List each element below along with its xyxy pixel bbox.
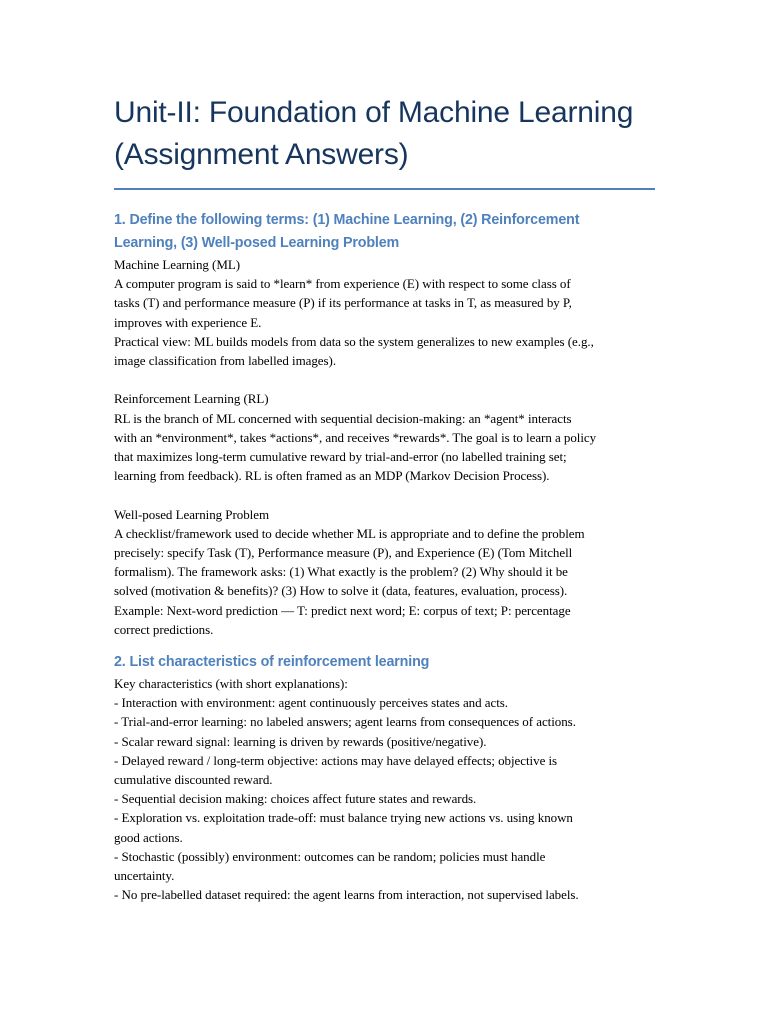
rl-characteristics-line: - Sequential decision making: choices affect future states and rewards. [114,791,477,807]
section-1-heading-line-2: Learning, (3) Well-posed Learning Problem [114,235,400,251]
rl-characteristics-line: - Exploration vs. exploitation trade-off: must balance trying new actions vs. using known [114,810,573,826]
wplp-line: precisely: specify Task (T), Performance measure (P), and Experience (E) (Tom Mitchell [114,545,573,561]
ml-line: improves with experience E. [114,314,262,330]
rl-line: with an *environment*, takes *actions*, and receives *rewards*. The goal is to learn a policy [114,429,597,445]
rl-characteristics-line: Key characteristics (with short explanations): [114,676,348,692]
section-1-heading [114,209,659,255]
rl-line: that maximizes long-term cumulative reward by trial-and-error (no labelled training set; [114,449,567,465]
rl-definition [114,389,659,485]
title-line-1: Unit-II: Foundation of Machine Learning [114,96,634,129]
wplp-line: formalism). The framework asks: (1) What exactly is the problem? (2) Why should it be [114,564,568,580]
wplp-label: Well-posed Learning Problem [114,506,270,522]
paragraph-gap [114,370,659,389]
rl-characteristics-line: - No pre-labelled dataset required: the agent learns from interaction, not supervised labels. [114,887,579,903]
document-page [114,92,659,904]
ml-definition [114,255,659,370]
ml-line: Practical view: ML builds models from data so the system generalizes to new examples (e.g., [114,333,594,349]
section-2-body [114,674,659,904]
section-1-body [114,255,659,639]
title-underline [114,188,655,190]
wplp-line: solved (motivation & benefits)? (3) How to solve it (data, features, evaluation, process). [114,583,568,599]
document-title [114,92,659,176]
ml-line: tasks (T) and performance measure (P) if its performance at tasks in T, as measured by P, [114,295,572,311]
section-2-heading: 2. List characteristics of reinforcement learning [114,654,430,671]
ml-line: image classification from labelled images). [114,353,337,369]
ml-line: A computer program is said to *learn* from experience (E) with respect to some class of [114,276,571,292]
wplp-line: Example: Next-word prediction — T: predict next word; E: corpus of text; P: percentage [114,602,571,618]
section-1-heading-line-1: 1. Define the following terms: (1) Machine Learning, (2) Reinforcement [114,212,580,228]
rl-characteristics-line: - Stochastic (possibly) environment: outcomes can be random; policies must handle [114,848,546,864]
rl-characteristics-line: - Scalar reward signal: learning is driven by rewards (positive/negative). [114,733,487,749]
rl-line: RL is the branch of ML concerned with sequential decision-making: an *agent* interacts [114,410,572,426]
rl-characteristics-line: - Trial-and-error learning: no labeled answers; agent learns from consequences of actions. [114,714,576,730]
title-line-2: (Assignment Answers) [114,138,409,171]
paragraph-gap [114,485,659,504]
rl-label: Reinforcement Learning (RL) [114,391,269,407]
wplp-line: A checklist/framework used to decide whether ML is appropriate and to define the problem [114,525,585,541]
rl-characteristics-line: good actions. [114,829,183,845]
ml-label: Machine Learning (ML) [114,257,241,272]
rl-line: learning from feedback). RL is often framed as an MDP (Markov Decision Process). [114,468,550,484]
wplp-line: correct predictions. [114,621,214,637]
rl-characteristics-line: - Interaction with environment: agent continuously perceives states and acts. [114,695,508,711]
wplp-definition [114,505,659,639]
rl-characteristics-line: cumulative discounted reward. [114,772,273,788]
rl-characteristics-line: uncertainty. [114,868,175,884]
rl-characteristics-line: - Delayed reward / long-term objective: actions may have delayed effects; objective is [114,752,558,768]
